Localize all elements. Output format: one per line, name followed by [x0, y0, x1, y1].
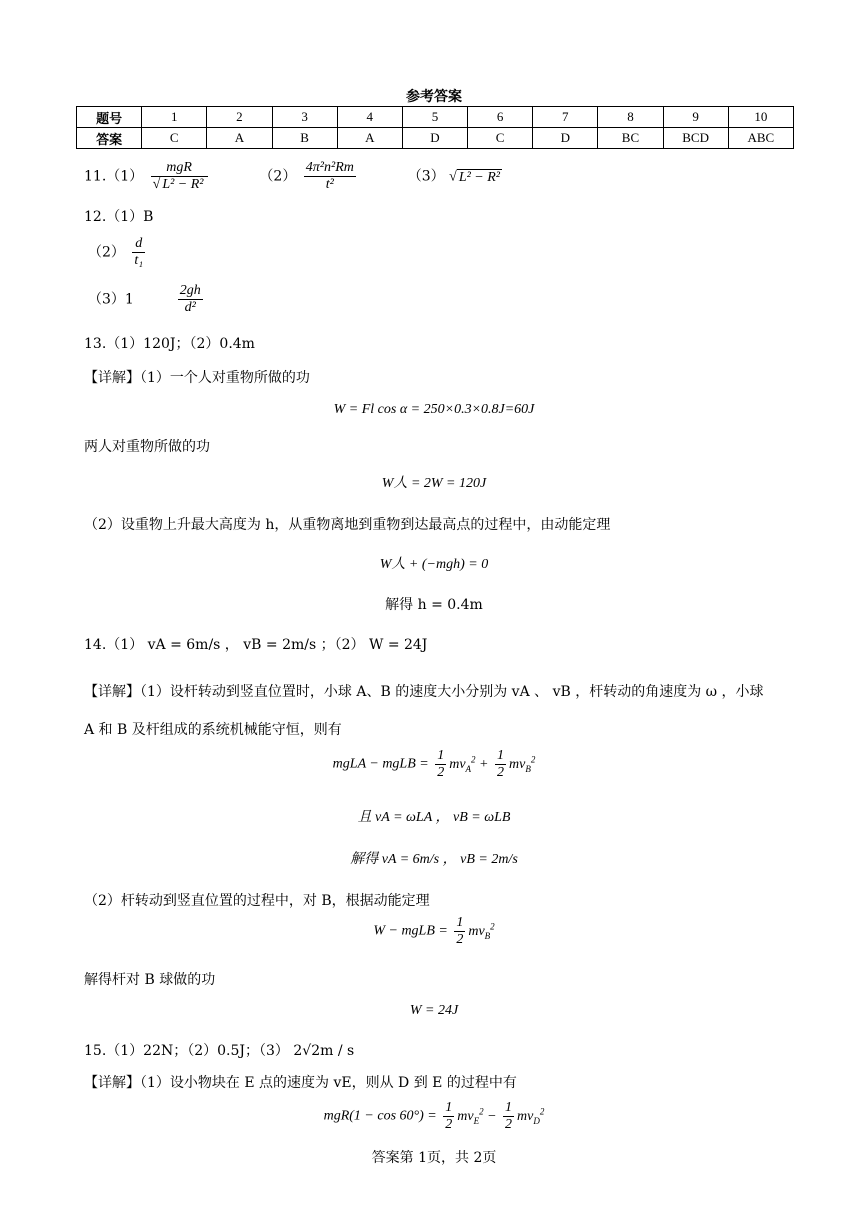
table-cell: C — [468, 128, 533, 149]
q14-equation-2: 且 vA = ωLA ， vB = ωLB — [357, 810, 511, 825]
q12-part3 — [88, 283, 206, 316]
fraction: $\frac{1}{2}$ — [445, 1100, 453, 1132]
q15-detail-1: 【详解】（1）设小物块在 E 点的速度为 vE，则从 D 到 E 的过程中有 — [84, 1075, 517, 1091]
table-cell: BCD — [663, 128, 728, 149]
fraction: $\frac{1}{2}$ — [505, 1100, 513, 1132]
q13-equation-1: W = Fl cos α = 250×0.3×0.8J=60J — [333, 402, 535, 417]
q12-label-2: （2） — [88, 244, 125, 261]
table-cell: 7 — [533, 107, 598, 128]
sqrt-content: L² − R² — [162, 177, 204, 192]
q13-equation-4: 解得 h = 0.4m — [385, 597, 483, 613]
q14-equation-1: mgLA − mgLB = $\frac{1}{2}$ $mv_A^2$ + $\frac{1}{2}$ $mv_B^2$ — [332, 748, 536, 780]
q14-line-3: （2）杆转动到竖直位置的过程中，对 B，根据动能定理 — [84, 893, 430, 909]
q11-label-3: （3） — [407, 168, 445, 185]
q13-equation-3: W人 + (−mgh) = 0 — [379, 557, 489, 572]
page-footer: 答案第 1页，共 2页 — [371, 1150, 497, 1166]
table-cell: 10 — [728, 107, 793, 128]
q15-equation-1: mgR(1 − cos 60°) = $\frac{1}{2}$ $mv_E^2$ − $\frac{1}{2}$ $mv_D^2$ — [323, 1100, 545, 1132]
row-label-answer: 答案 — [77, 128, 142, 149]
sqrt-content: L² − R² — [458, 169, 501, 185]
q14-equation-5: W = 24J — [409, 1003, 459, 1018]
table-cell: 8 — [598, 107, 663, 128]
q11-answer — [84, 160, 502, 193]
equation-lhs: mgR(1 − cos 60°) = — [323, 1108, 437, 1124]
q13-answer: 13.（1）120J；（2）0.4m — [84, 336, 255, 352]
table-cell: D — [402, 128, 467, 149]
table-cell: ABC — [728, 128, 793, 149]
answer-table — [76, 106, 794, 149]
table-cell: A — [337, 128, 402, 149]
q14-detail-2: A 和 B 及杆组成的系统机械能守恒，则有 — [84, 722, 342, 738]
q11-label-2: （2） — [259, 168, 297, 185]
table-cell: C — [142, 128, 207, 149]
table-cell: A — [207, 128, 272, 149]
table-cell: 1 — [142, 107, 207, 128]
q13-line-2: 两人对重物所做的功 — [84, 439, 210, 455]
table-cell: B — [272, 128, 337, 149]
fraction-denominator: t² — [325, 177, 334, 192]
table-cell: 2 — [207, 107, 272, 128]
q11-label: 11.（1） — [84, 168, 144, 185]
fraction-numerator: 4π²n²Rm — [305, 160, 354, 175]
q11-fraction-1 — [151, 160, 208, 193]
table-row — [77, 128, 794, 149]
q13-detail-1: 【详解】（1）一个人对重物所做的功 — [84, 370, 310, 386]
q15-answer: 15.（1）22N；（2）0.5J；（3） 2√2m / s — [84, 1043, 355, 1059]
table-cell: BC — [598, 128, 663, 149]
fraction: $\frac{1}{2}$ — [497, 748, 504, 780]
fraction-denominator: √ L² − R² — [152, 177, 204, 192]
table-cell: 6 — [468, 107, 533, 128]
q14-line-4: 解得杆对 B 球做的功 — [84, 972, 216, 988]
q13-equation-2: W人 = 2W = 120J — [381, 476, 487, 491]
fraction-numerator: mgR — [151, 160, 208, 177]
q12-fraction-3 — [178, 283, 203, 316]
table-cell: 5 — [402, 107, 467, 128]
q12-part2 — [88, 236, 148, 269]
equation-lhs: W − mgLB = — [373, 923, 448, 939]
row-label-number: 题号 — [77, 107, 142, 128]
q11-fraction-2 — [304, 160, 356, 193]
table-cell: 9 — [663, 107, 728, 128]
table-row — [77, 107, 794, 128]
fraction: $\frac{1}{2}$ — [437, 748, 445, 780]
equation-lhs: mgLA − mgLB = — [332, 756, 429, 772]
q12-fraction-2 — [132, 236, 145, 269]
fraction-denominator: t₁ — [134, 253, 144, 268]
table-cell: 4 — [337, 107, 402, 128]
q11-sqrt: √ L² − R² — [449, 169, 501, 185]
fraction-denominator: d² — [184, 300, 196, 315]
table-cell: 3 — [272, 107, 337, 128]
q12-part1: 12.（1）B — [84, 209, 154, 225]
page-title: 参考答案 — [406, 89, 462, 105]
q12-label-3: （3）1 — [88, 291, 134, 308]
q14-detail-1: 【详解】（1）设杆转动到竖直位置时，小球 A、B 的速度大小分别为 vA 、 vB ，杆转动的角速度为 ω ，小球 — [84, 684, 764, 700]
table-cell: D — [533, 128, 598, 149]
fraction-numerator: d — [132, 236, 145, 253]
q14-equation-4: W − mgLB = $\frac{1}{2}$ $mv_B^2$ — [373, 915, 495, 947]
fraction-numerator: 2gh — [179, 283, 201, 298]
q13-line-3: （2）设重物上升最大高度为 h，从重物离地到重物到达最高点的过程中，由动能定理 — [84, 517, 611, 533]
q14-equation-3: 解得 vA = 6m/s ， vB = 2m/s — [350, 852, 518, 867]
q14-answer: 14.（1） vA = 6m/s ， vB = 2m/s ；（2） W = 24J — [84, 637, 428, 653]
fraction: $\frac{1}{2}$ — [456, 915, 464, 947]
